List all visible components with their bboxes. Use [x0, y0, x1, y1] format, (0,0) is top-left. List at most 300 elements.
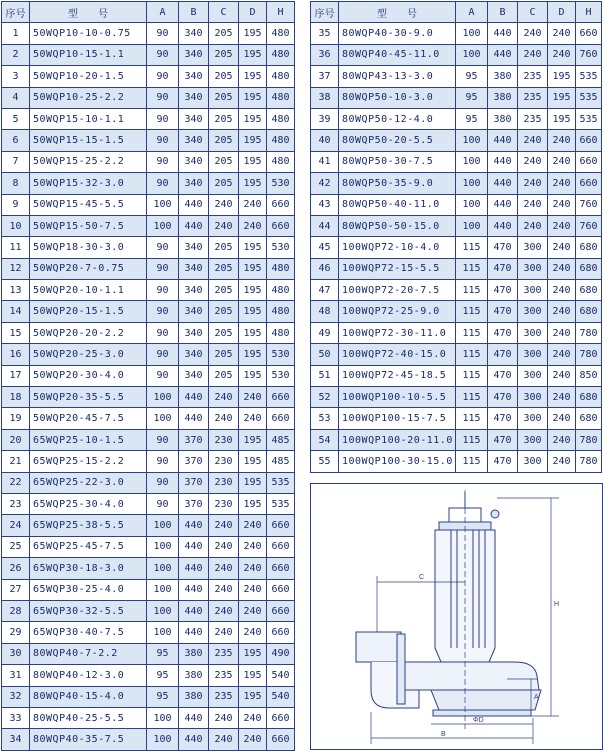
cell-a: 90: [147, 108, 179, 129]
cell-h: 660: [267, 387, 295, 408]
cell-d: 195: [548, 87, 576, 108]
cell-b: 340: [179, 301, 209, 322]
cell-c: 205: [209, 173, 239, 194]
cell-model: 100WQP72-20-7.5: [339, 280, 456, 301]
dim-a-label: A: [534, 694, 539, 701]
cell-a: 115: [456, 387, 488, 408]
cell-no: 33: [2, 707, 30, 728]
cell-model: 100WQP100-20-11.0: [339, 429, 456, 450]
table-row: [2, 472, 295, 493]
cell-model: 50WQP20-45-7.5: [30, 408, 147, 429]
cell-c: 240: [518, 23, 548, 44]
cell-d: 240: [548, 451, 576, 472]
cell-a: 100: [147, 558, 179, 579]
cell-d: 240: [548, 44, 576, 65]
cell-b: 370: [179, 493, 209, 514]
table-row: [2, 707, 295, 728]
cell-d: 240: [548, 258, 576, 279]
table-header-row: [2, 2, 295, 23]
cell-d: 240: [548, 344, 576, 365]
cell-h: 490: [267, 643, 295, 664]
table-row: [2, 344, 295, 365]
table-row: [311, 258, 602, 279]
cell-h: 480: [267, 280, 295, 301]
cell-model: 50WQP18-30-3.0: [30, 237, 147, 258]
spec-table-left: [1, 1, 295, 751]
cell-h: 485: [267, 429, 295, 450]
cell-no: 42: [311, 173, 339, 194]
cell-c: 240: [518, 173, 548, 194]
cell-h: 480: [267, 87, 295, 108]
cell-b: 340: [179, 87, 209, 108]
cell-c: 300: [518, 258, 548, 279]
cell-model: 65WQP25-30-4.0: [30, 493, 147, 514]
cell-d: 240: [548, 280, 576, 301]
cell-h: 660: [267, 707, 295, 728]
pump-base: [433, 710, 531, 716]
cell-h: 660: [576, 23, 602, 44]
cell-c: 240: [209, 215, 239, 236]
cell-no: 49: [311, 322, 339, 343]
cell-a: 90: [147, 237, 179, 258]
cell-model: 65WQP30-18-3.0: [30, 558, 147, 579]
table-row: [2, 665, 295, 686]
cell-d: 195: [239, 108, 267, 129]
cell-b: 470: [488, 237, 518, 258]
cell-model: 50WQP10-15-1.1: [30, 44, 147, 65]
table-row: [2, 622, 295, 643]
dim-h-label: H: [554, 601, 560, 608]
cell-model: 50WQP15-25-2.2: [30, 151, 147, 172]
cell-a: 100: [147, 579, 179, 600]
cell-a: 95: [456, 87, 488, 108]
cell-model: 50WQP20-15-1.5: [30, 301, 147, 322]
cell-no: 38: [311, 87, 339, 108]
table-row: [2, 108, 295, 129]
cell-a: 100: [147, 515, 179, 536]
cell-a: 115: [456, 408, 488, 429]
cell-c: 300: [518, 387, 548, 408]
cell-no: 7: [2, 151, 30, 172]
table-row: [2, 408, 295, 429]
cell-c: 240: [518, 194, 548, 215]
table-row: [2, 429, 295, 450]
cell-no: 18: [2, 387, 30, 408]
cell-model: 65WQP30-32-5.5: [30, 600, 147, 621]
cell-h: 530: [267, 173, 295, 194]
header-model: 型 号: [30, 2, 147, 23]
cell-model: 100WQP72-40-15.0: [339, 344, 456, 365]
cell-model: 65WQP25-15-2.2: [30, 451, 147, 472]
cell-a: 100: [456, 215, 488, 236]
cell-model: 100WQP72-45-18.5: [339, 365, 456, 386]
cell-a: 95: [147, 686, 179, 707]
table-row: [311, 322, 602, 343]
cell-c: 240: [209, 536, 239, 557]
cell-d: 195: [239, 280, 267, 301]
cell-c: 300: [518, 301, 548, 322]
cell-b: 440: [488, 173, 518, 194]
cell-h: 480: [267, 44, 295, 65]
cell-a: 100: [456, 173, 488, 194]
table-row: [311, 194, 602, 215]
cell-model: 65WQP25-10-1.5: [30, 429, 147, 450]
cell-c: 240: [518, 151, 548, 172]
cell-d: 240: [548, 429, 576, 450]
cell-c: 300: [518, 429, 548, 450]
header-no: 序号: [2, 2, 30, 23]
pump-diagram-svg: [311, 484, 602, 749]
header-b: B: [179, 2, 209, 23]
cell-no: 5: [2, 108, 30, 129]
cell-c: 235: [518, 87, 548, 108]
cell-a: 90: [147, 301, 179, 322]
cell-d: 240: [548, 237, 576, 258]
cell-model: 80WQP50-10-3.0: [339, 87, 456, 108]
table-row: [2, 66, 295, 87]
cell-no: 46: [311, 258, 339, 279]
cell-b: 440: [179, 600, 209, 621]
cell-h: 535: [267, 493, 295, 514]
cell-d: 240: [548, 322, 576, 343]
cell-b: 470: [488, 280, 518, 301]
cell-c: 300: [518, 365, 548, 386]
cell-b: 370: [179, 429, 209, 450]
cell-h: 660: [576, 173, 602, 194]
dim-c-label: C: [419, 574, 425, 581]
table-row: [311, 66, 602, 87]
cell-b: 340: [179, 280, 209, 301]
cell-h: 660: [576, 151, 602, 172]
header-d: D: [239, 2, 267, 23]
table-row: [311, 280, 602, 301]
cell-b: 380: [488, 66, 518, 87]
cell-model: 50WQP15-32-3.0: [30, 173, 147, 194]
cell-h: 535: [267, 472, 295, 493]
cell-h: 540: [267, 665, 295, 686]
cell-no: 12: [2, 258, 30, 279]
cell-a: 90: [147, 472, 179, 493]
cable-gland: [491, 510, 499, 518]
cell-h: 760: [576, 194, 602, 215]
cell-no: 19: [2, 408, 30, 429]
cell-h: 530: [267, 365, 295, 386]
cell-no: 27: [2, 579, 30, 600]
table-row: [2, 44, 295, 65]
cell-c: 240: [209, 729, 239, 750]
pump-dimension-drawing: [310, 483, 603, 750]
cell-model: 80WQP40-35-7.5: [30, 729, 147, 750]
cell-b: 440: [179, 707, 209, 728]
table-row: [2, 322, 295, 343]
cell-h: 660: [576, 130, 602, 151]
cell-model: 80WQP40-12-3.0: [30, 665, 147, 686]
cell-no: 8: [2, 173, 30, 194]
cell-d: 240: [548, 215, 576, 236]
header-c: C: [209, 2, 239, 23]
cell-d: 240: [239, 707, 267, 728]
cell-a: 115: [456, 365, 488, 386]
table-row: [2, 686, 295, 707]
cell-h: 660: [267, 215, 295, 236]
table-row: [311, 451, 602, 472]
cell-no: 16: [2, 344, 30, 365]
cell-b: 440: [488, 151, 518, 172]
cell-no: 43: [311, 194, 339, 215]
cell-d: 240: [239, 536, 267, 557]
cell-b: 380: [179, 643, 209, 664]
cell-a: 90: [147, 429, 179, 450]
cell-b: 340: [179, 322, 209, 343]
cell-b: 440: [488, 44, 518, 65]
cell-b: 470: [488, 365, 518, 386]
cell-model: 80WQP50-12-4.0: [339, 108, 456, 129]
cell-model: 80WQP50-35-9.0: [339, 173, 456, 194]
cell-b: 470: [488, 344, 518, 365]
cell-h: 680: [576, 301, 602, 322]
cell-no: 15: [2, 322, 30, 343]
cell-b: 340: [179, 66, 209, 87]
cell-a: 115: [456, 258, 488, 279]
cell-c: 240: [518, 44, 548, 65]
cell-a: 100: [147, 536, 179, 557]
cell-a: 100: [147, 622, 179, 643]
cell-b: 440: [179, 622, 209, 643]
cell-a: 90: [147, 173, 179, 194]
table-header-row: [311, 2, 602, 23]
cell-model: 50WQP20-20-2.2: [30, 322, 147, 343]
cell-d: 195: [239, 322, 267, 343]
cell-d: 240: [548, 130, 576, 151]
cell-c: 235: [518, 108, 548, 129]
cell-d: 240: [548, 301, 576, 322]
cell-b: 340: [179, 258, 209, 279]
cell-a: 95: [147, 643, 179, 664]
cell-no: 50: [311, 344, 339, 365]
cell-a: 100: [147, 408, 179, 429]
cell-d: 195: [239, 665, 267, 686]
cell-model: 50WQP20-10-1.1: [30, 280, 147, 301]
cell-b: 440: [179, 536, 209, 557]
cell-a: 95: [456, 108, 488, 129]
cell-a: 90: [147, 344, 179, 365]
cell-c: 240: [209, 387, 239, 408]
table-body-right: [311, 23, 602, 472]
cell-h: 680: [576, 408, 602, 429]
cell-c: 300: [518, 408, 548, 429]
cell-c: 240: [209, 600, 239, 621]
cell-b: 440: [179, 408, 209, 429]
pump-volute: [431, 690, 541, 710]
cell-b: 380: [488, 108, 518, 129]
cell-b: 340: [179, 344, 209, 365]
cell-d: 195: [239, 301, 267, 322]
cell-c: 300: [518, 451, 548, 472]
cell-no: 23: [2, 493, 30, 514]
table-row: [2, 387, 295, 408]
cell-d: 195: [239, 237, 267, 258]
cell-c: 240: [518, 215, 548, 236]
cell-c: 205: [209, 237, 239, 258]
cell-d: 195: [239, 493, 267, 514]
header-model: 型 号: [339, 2, 456, 23]
header-h: H: [267, 2, 295, 23]
cell-no: 44: [311, 215, 339, 236]
table-row: [2, 280, 295, 301]
cell-no: 34: [2, 729, 30, 750]
cell-d: 195: [548, 66, 576, 87]
cell-d: 195: [239, 451, 267, 472]
table-row: [311, 215, 602, 236]
cell-h: 780: [576, 429, 602, 450]
cell-h: 780: [576, 451, 602, 472]
cell-c: 235: [209, 686, 239, 707]
cell-d: 240: [548, 173, 576, 194]
header-h: H: [576, 2, 602, 23]
cell-a: 100: [456, 44, 488, 65]
table-row: [2, 301, 295, 322]
cell-c: 205: [209, 151, 239, 172]
cell-model: 80WQP40-15-4.0: [30, 686, 147, 707]
cell-b: 440: [179, 194, 209, 215]
cell-c: 235: [518, 66, 548, 87]
cell-b: 340: [179, 44, 209, 65]
cell-b: 470: [488, 451, 518, 472]
cell-h: 535: [576, 87, 602, 108]
cell-a: 90: [147, 258, 179, 279]
cell-a: 115: [456, 322, 488, 343]
cell-c: 240: [209, 707, 239, 728]
cell-model: 65WQP25-22-3.0: [30, 472, 147, 493]
cell-a: 100: [147, 600, 179, 621]
cell-d: 240: [239, 622, 267, 643]
table-row: [311, 301, 602, 322]
cell-d: 240: [239, 558, 267, 579]
cell-a: 100: [456, 23, 488, 44]
cell-no: 55: [311, 451, 339, 472]
cell-d: 240: [548, 151, 576, 172]
cell-a: 90: [147, 44, 179, 65]
cell-d: 195: [548, 108, 576, 129]
cell-a: 100: [147, 215, 179, 236]
table-row: [2, 558, 295, 579]
cell-a: 115: [456, 344, 488, 365]
table-row: [311, 237, 602, 258]
cell-model: 50WQP10-25-2.2: [30, 87, 147, 108]
cell-d: 195: [239, 44, 267, 65]
table-row: [311, 23, 602, 44]
cell-c: 230: [209, 429, 239, 450]
cell-model: 65WQP30-40-7.5: [30, 622, 147, 643]
cell-model: 80WQP40-7-2.2: [30, 643, 147, 664]
header-no: 序号: [311, 2, 339, 23]
cell-c: 205: [209, 108, 239, 129]
cell-a: 90: [147, 322, 179, 343]
cell-no: 21: [2, 451, 30, 472]
cell-d: 195: [239, 87, 267, 108]
cell-d: 240: [239, 515, 267, 536]
cell-no: 6: [2, 130, 30, 151]
cell-c: 205: [209, 66, 239, 87]
cell-c: 300: [518, 344, 548, 365]
cell-a: 95: [456, 66, 488, 87]
cell-c: 240: [209, 579, 239, 600]
cell-b: 470: [488, 408, 518, 429]
cell-no: 9: [2, 194, 30, 215]
cell-c: 205: [209, 322, 239, 343]
cell-d: 240: [548, 387, 576, 408]
cell-d: 195: [239, 686, 267, 707]
cell-no: 54: [311, 429, 339, 450]
table-row: [2, 729, 295, 750]
cell-h: 480: [267, 108, 295, 129]
cell-c: 205: [209, 344, 239, 365]
cell-a: 100: [456, 151, 488, 172]
table-row: [2, 451, 295, 472]
cell-no: 26: [2, 558, 30, 579]
table-row: [311, 108, 602, 129]
cell-no: 35: [311, 23, 339, 44]
cell-b: 380: [488, 87, 518, 108]
cell-b: 440: [488, 23, 518, 44]
cell-a: 100: [147, 387, 179, 408]
cell-a: 90: [147, 151, 179, 172]
table-row: [2, 579, 295, 600]
cell-a: 90: [147, 280, 179, 301]
cell-b: 370: [179, 472, 209, 493]
cell-model: 50WQP15-45-5.5: [30, 194, 147, 215]
cell-model: 50WQP20-25-3.0: [30, 344, 147, 365]
cell-no: 31: [2, 665, 30, 686]
cell-d: 195: [239, 130, 267, 151]
cell-h: 760: [576, 44, 602, 65]
cell-model: 50WQP10-10-0.75: [30, 23, 147, 44]
cell-b: 340: [179, 173, 209, 194]
cell-a: 100: [456, 130, 488, 151]
cell-h: 535: [576, 108, 602, 129]
cell-h: 480: [267, 151, 295, 172]
cell-model: 80WQP50-20-5.5: [339, 130, 456, 151]
cell-b: 340: [179, 130, 209, 151]
table-body-left: [2, 23, 295, 750]
cell-c: 300: [518, 280, 548, 301]
cell-no: 17: [2, 365, 30, 386]
cell-h: 660: [267, 194, 295, 215]
cell-h: 480: [267, 66, 295, 87]
table-row: [2, 151, 295, 172]
cell-c: 205: [209, 87, 239, 108]
cell-model: 50WQP15-50-7.5: [30, 215, 147, 236]
cell-b: 470: [488, 301, 518, 322]
cell-d: 240: [239, 729, 267, 750]
cell-a: 100: [147, 194, 179, 215]
cell-a: 90: [147, 23, 179, 44]
cell-a: 100: [456, 194, 488, 215]
cell-no: 14: [2, 301, 30, 322]
cell-c: 240: [209, 408, 239, 429]
cell-model: 80WQP40-25-5.5: [30, 707, 147, 728]
cell-model: 50WQP20-35-5.5: [30, 387, 147, 408]
cell-h: 680: [576, 237, 602, 258]
cell-model: 65WQP30-25-4.0: [30, 579, 147, 600]
cell-h: 530: [267, 237, 295, 258]
cell-b: 470: [488, 387, 518, 408]
cell-model: 50WQP15-10-1.1: [30, 108, 147, 129]
table-row: [2, 173, 295, 194]
cell-model: 100WQP100-15-7.5: [339, 408, 456, 429]
cell-h: 485: [267, 451, 295, 472]
cell-d: 240: [548, 365, 576, 386]
